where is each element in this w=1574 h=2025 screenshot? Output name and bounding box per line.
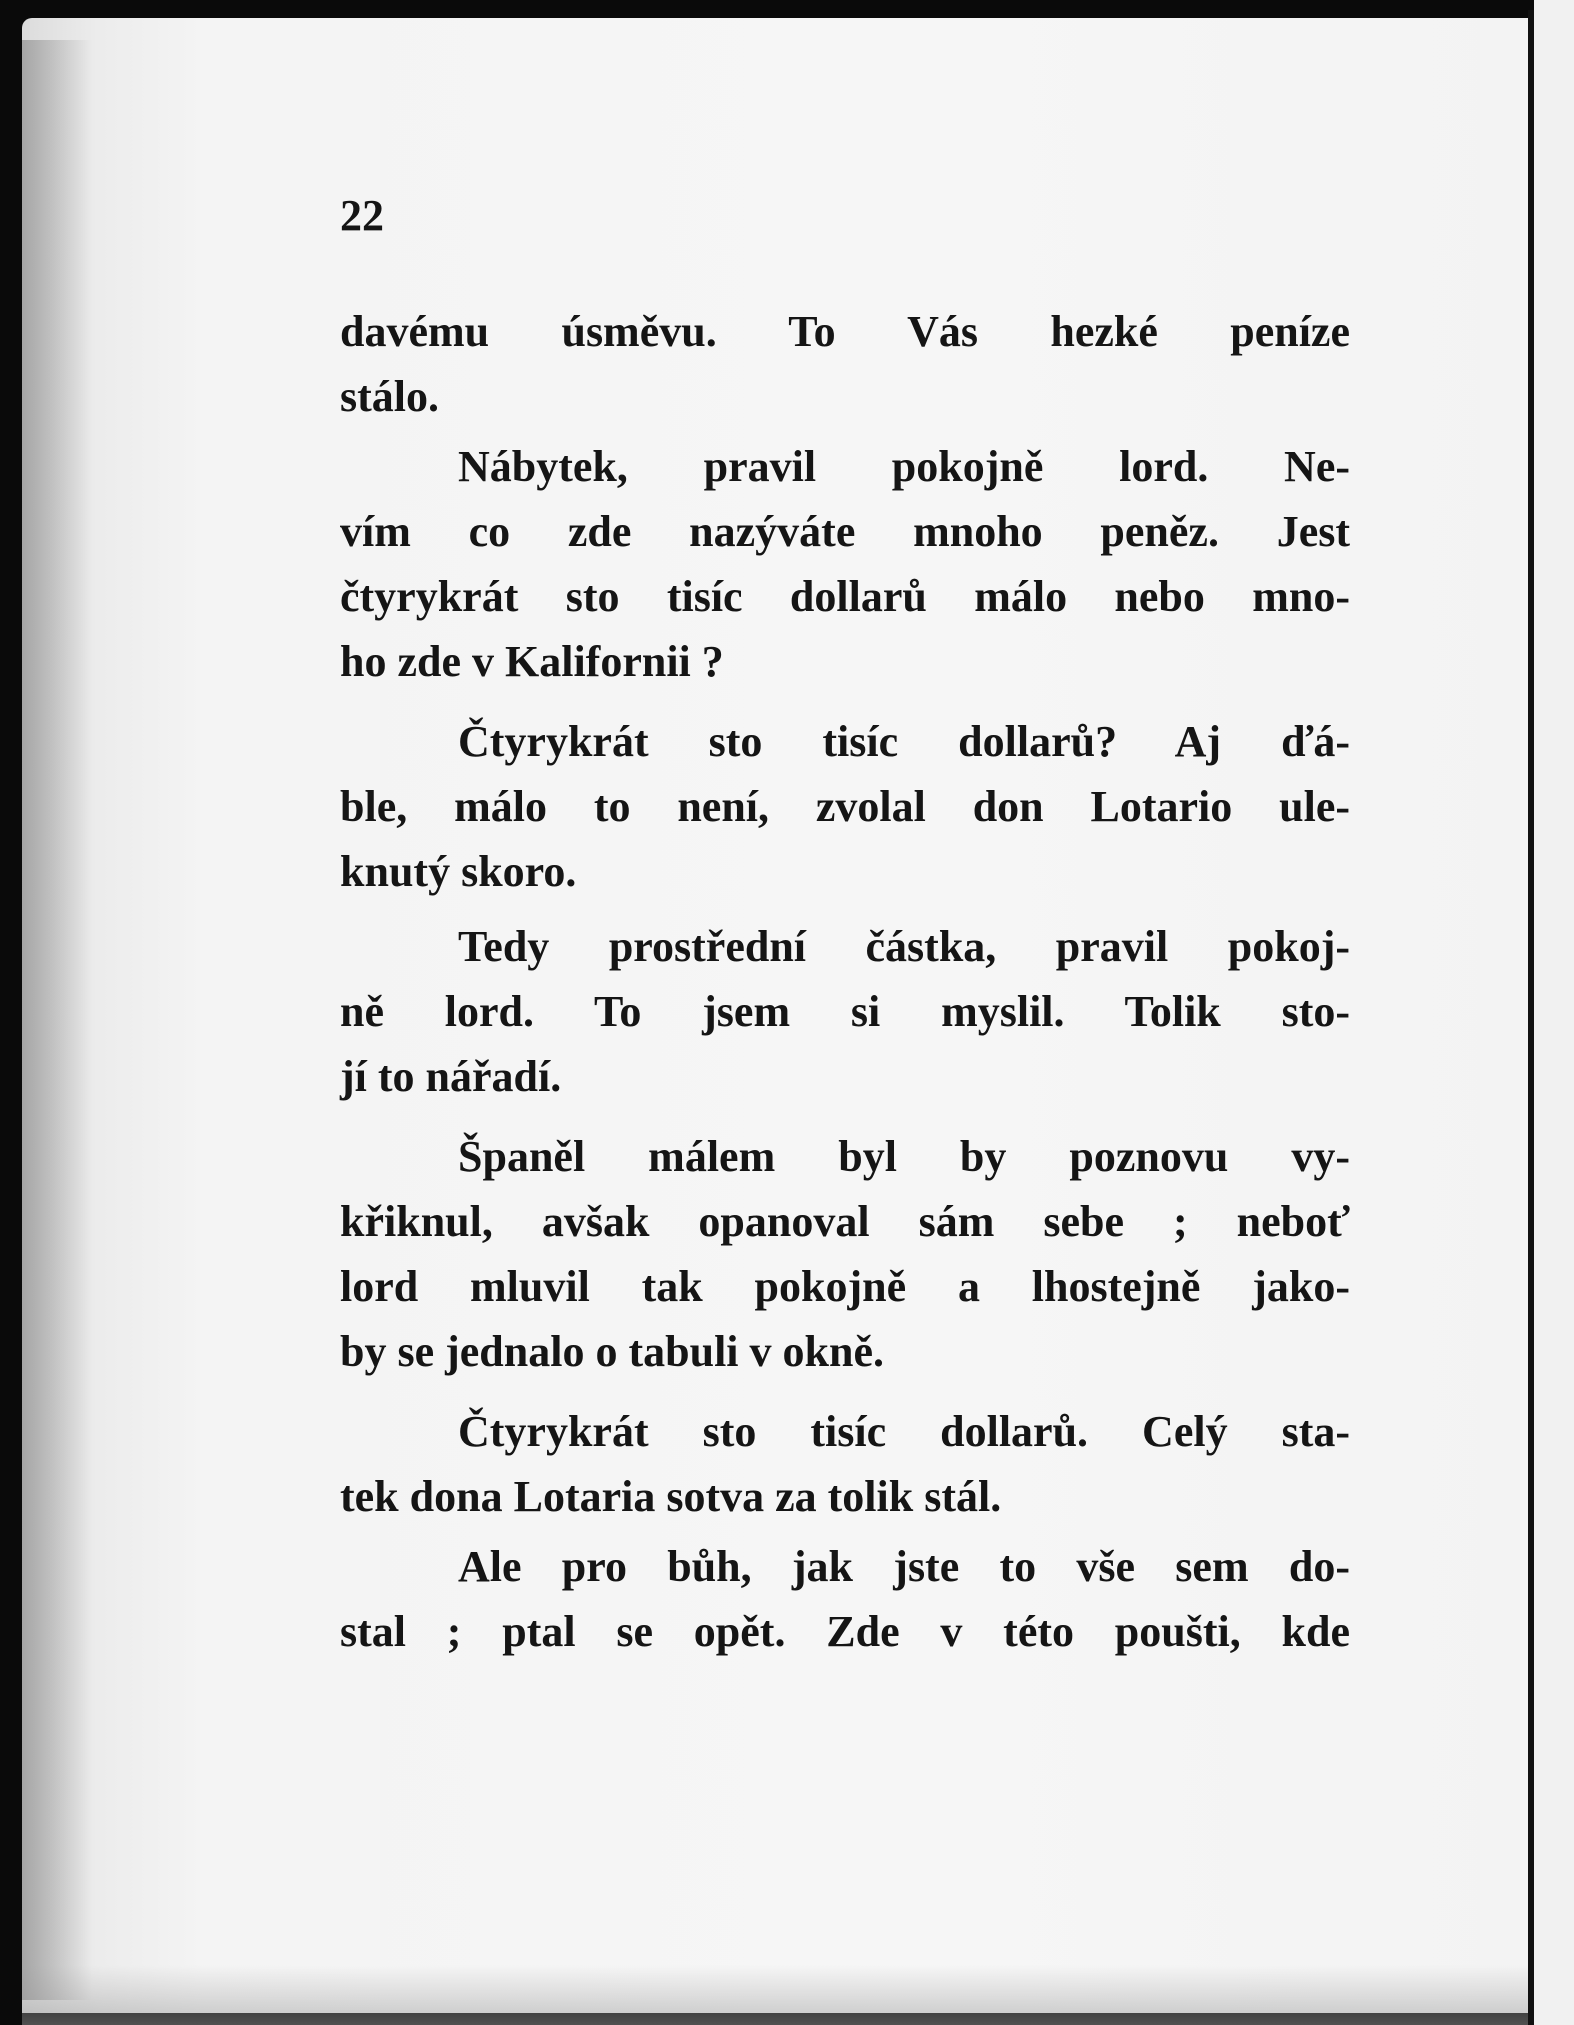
text-line: Tedy prostřední částka, pravil pokoj- xyxy=(458,922,1350,971)
page-shadow-bottom xyxy=(22,1965,1532,2025)
text-line: ho zde v Kalifornii ? xyxy=(340,637,724,686)
text-line: ně lord. To jsem si myslil. Tolik sto- xyxy=(340,987,1350,1036)
text-line: davému úsměvu. To Vás hezké peníze xyxy=(340,307,1350,356)
text-line: křiknul, avšak opanoval sám sebe ; neboť xyxy=(340,1197,1350,1246)
text-line: jí to nářadí. xyxy=(340,1052,562,1101)
text-line: ble, málo to není, zvolal don Lotario ule- xyxy=(340,782,1350,831)
text-line: tek dona Lotaria sotva za tolik stál. xyxy=(340,1472,1002,1521)
text-line: by se jednalo o tabuli v okně. xyxy=(340,1327,884,1376)
text-line: Ale pro bůh, jak jste to vše sem do- xyxy=(458,1542,1350,1591)
text-line: lord mluvil tak pokojně a lhostejně jako- xyxy=(340,1262,1350,1311)
page-number: 22 xyxy=(340,191,384,240)
text-line: čtyrykrát sto tisíc dollarů málo nebo mno- xyxy=(340,572,1350,621)
text-line: stálo. xyxy=(340,372,439,421)
next-page-edge xyxy=(1534,0,1574,2025)
text-line: Čtyrykrát sto tisíc dollarů? Aj ďá- xyxy=(458,717,1350,766)
page-shadow-left xyxy=(22,40,92,2000)
text-line: vím co zde nazýváte mnoho peněz. Jest xyxy=(340,507,1350,556)
text-line: Čtyrykrát sto tisíc dollarů. Celý sta- xyxy=(458,1407,1350,1456)
text-line: Španěl málem byl by poznovu vy- xyxy=(458,1132,1350,1181)
text-line: stal ; ptal se opět. Zde v této poušti, kde xyxy=(340,1607,1350,1656)
text-line: Nábytek, pravil pokojně lord. Ne- xyxy=(458,442,1350,491)
text-line: knutý skoro. xyxy=(340,847,577,896)
